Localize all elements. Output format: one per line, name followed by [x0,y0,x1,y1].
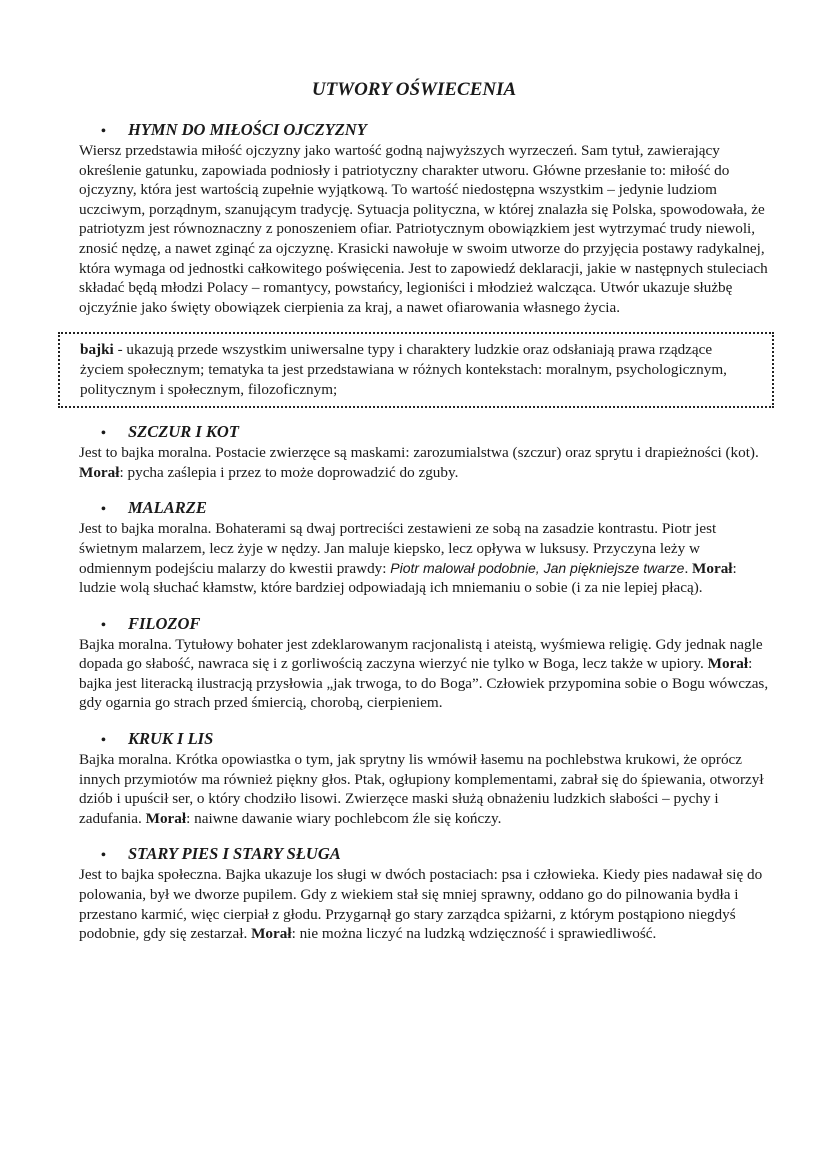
quote-text: Piotr malował podobnie, Jan piękniejsze twarze [390,559,685,576]
bullet-icon: • [101,848,106,864]
section-heading-text: SZCZUR I KOT [128,422,239,442]
section-heading-text: FILOZOF [128,613,201,633]
moral-label: Morał [79,463,120,481]
section-heading-text: MALARZE [128,498,207,518]
body-text: Jest to bajka moralna. Postacie zwierzęce są maskami: zarozumialstwa (szczur) oraz sprytu i drapieżności (kot). [79,444,759,462]
bullet-icon: • [101,733,106,749]
page-title: UTWORY OŚWIECENIA [311,79,517,100]
section-body [79,443,769,482]
body-text: Bajka moralna. Tytułowy bohater jest zdeklarowanym racjonalistą i ateistą, wyśmiewa religię. Gdy jednak nagle dopada go słabość, nawraca się i z gorliwością zaczyna wierzyć nie tylko w Boga, lecz także w upiory. [79,635,763,673]
definition-term: bajki [80,341,114,359]
section-heading [79,729,779,750]
section-malarze [79,498,779,597]
definition-box-bajki [58,332,774,408]
section-heading-text: KRUK I LIS [128,729,214,749]
bullet-icon: • [101,124,106,139]
moral-text: : nie można liczyć na ludzką wdzięczność i sprawiedliwość. [291,925,657,943]
body-text: . [684,559,693,577]
section-heading [79,422,779,443]
body-text: Jest to bajka społeczna. Bajka ukazuje los sługi w dwóch postaciach: psa i człowieka. Kiedy pies nadawał się do polowania, był we dworze pupilem. Gdy z wiekiem stał się mniej sprawny, oddano go do pilnowania bydła i przestano karmić, więc cierpiał z głodu. Przygarnął go stary zarządca spiżarni, z którym postąpiono niegdyś podobnie, gdy się zestarzał. [79,866,763,943]
section-heading [79,120,779,141]
section-body: Wiersz przedstawia miłość ojczyzny jako wartość godną najwyższych wyrzeczeń. Sam tytuł, zawierający określenie gatunku, zapowiada podniosły i patriotyczny charakter utworu. Główne przesłanie to: miłość do ojczyzny, która jest wartością zupełnie wyjątkową. To wartość niedostępna wszystkim – jedynie ludziom uczciwym, porządnym, szanującym tradycję. Sytuacja polityczna, w której znalazła się Polska, spowodowała, że patriotyzm jest równoznaczny z ponoszeniem ofiar. Patriotycznym obowiązkiem jest wytrzymać trudy niewoli, znosić nędzę, a nawet zginąć za ojczyznę. Krasicki nawołuje w swoim utworze do przyjęcia postawy radykalnej, która wymaga od jednostki całkowitego poświęcenia. Jest to zapowiedź deklaracji, jakie w następnych stuleciach składać będą młodzi Polacy – romantycy, powstańcy, legioniści i młodzież walcząca. Utwór ukazuje służbę ojczyźnie jako święty obowiązek cierpienia za kraj, a nawet ofiarowania własnego życia. [79,142,768,316]
moral-text: : pycha zaślepia i przez to może doprowadzić do zguby. [119,463,459,481]
bullet-icon: • [101,426,106,442]
section-body [79,750,769,828]
section-heading-text: HYMN DO MIŁOŚCI OJCZYZNY [128,120,367,139]
moral-text: : naiwne dawanie wiary pochlebcom źle się kończy. [186,809,502,827]
moral-label: Morał [692,559,733,577]
section-kruk-i-lis [79,729,779,828]
section-body [79,635,769,713]
body-text: Bajka moralna. Krótka opowiastka o tym, jak sprytny lis wmówił łasemu na pochlebstwa krukowi, że oprócz innych przymiotów ma również piękny głos. Ptak, ogłupiony komplementami, zabrał się do śpiewania, otworzył dziób i upuścił ser, o który chodziło lisowi. Zwierzęce maski służą obnażeniu ludzkich słabości – pychy i zadufania. [79,751,764,827]
section-stary-pies-i-stary-sluga [79,844,779,943]
definition-text: - ukazują przede wszystkim uniwersalne typy i charaktery ludzkie oraz odsłaniają prawa rządzące życiem społecznym; tematyka ta jest przedstawiana w różnych kontekstach: moralnym, psychologicznym, politycznym i społecznym, filozoficznym; [80,341,727,398]
moral-label: Morał [707,655,749,673]
section-szczur-i-kot [79,422,779,482]
bullet-icon: • [101,502,106,518]
section-heading-text: STARY PIES I STARY SŁUGA [128,844,341,864]
moral-label: Morał [145,809,187,827]
bullet-icon: • [101,617,106,633]
moral-label: Morał [251,925,292,943]
section-body [79,519,769,597]
section-hymn-do-milosci-ojczyzny [79,120,779,317]
body-text: Jest to bajka moralna. Bohaterami są dwaj portreciści zestawieni ze sobą na zasadzie kontrastu. Piotr jest świetnym malarzem, lecz żyje w nędzy. Jan maluje kiepsko, lecz opływa w luksusy. Przyczyna leży w odmiennym podejściu malarzy do kwestii prawdy: [79,520,717,577]
section-heading [79,498,779,519]
section-filozof [79,614,779,713]
section-heading [79,844,779,865]
section-heading [79,614,779,635]
section-body [79,865,769,943]
moral-text: : ludzie wolą słuchać kłamstw, które bardziej odpowiadają ich mniemaniu o sobie (i za nie lepiej płacą). [79,559,737,597]
document-page [79,78,779,944]
moral-text: : bajka jest literacką ilustracją przysłowia „jak trwoga, to do Boga”. Człowiek przypomina sobie o Bogu wówczas, gdy ogarnia go strach przed śmiercią, chorobą, cierpieniem. [79,655,769,712]
